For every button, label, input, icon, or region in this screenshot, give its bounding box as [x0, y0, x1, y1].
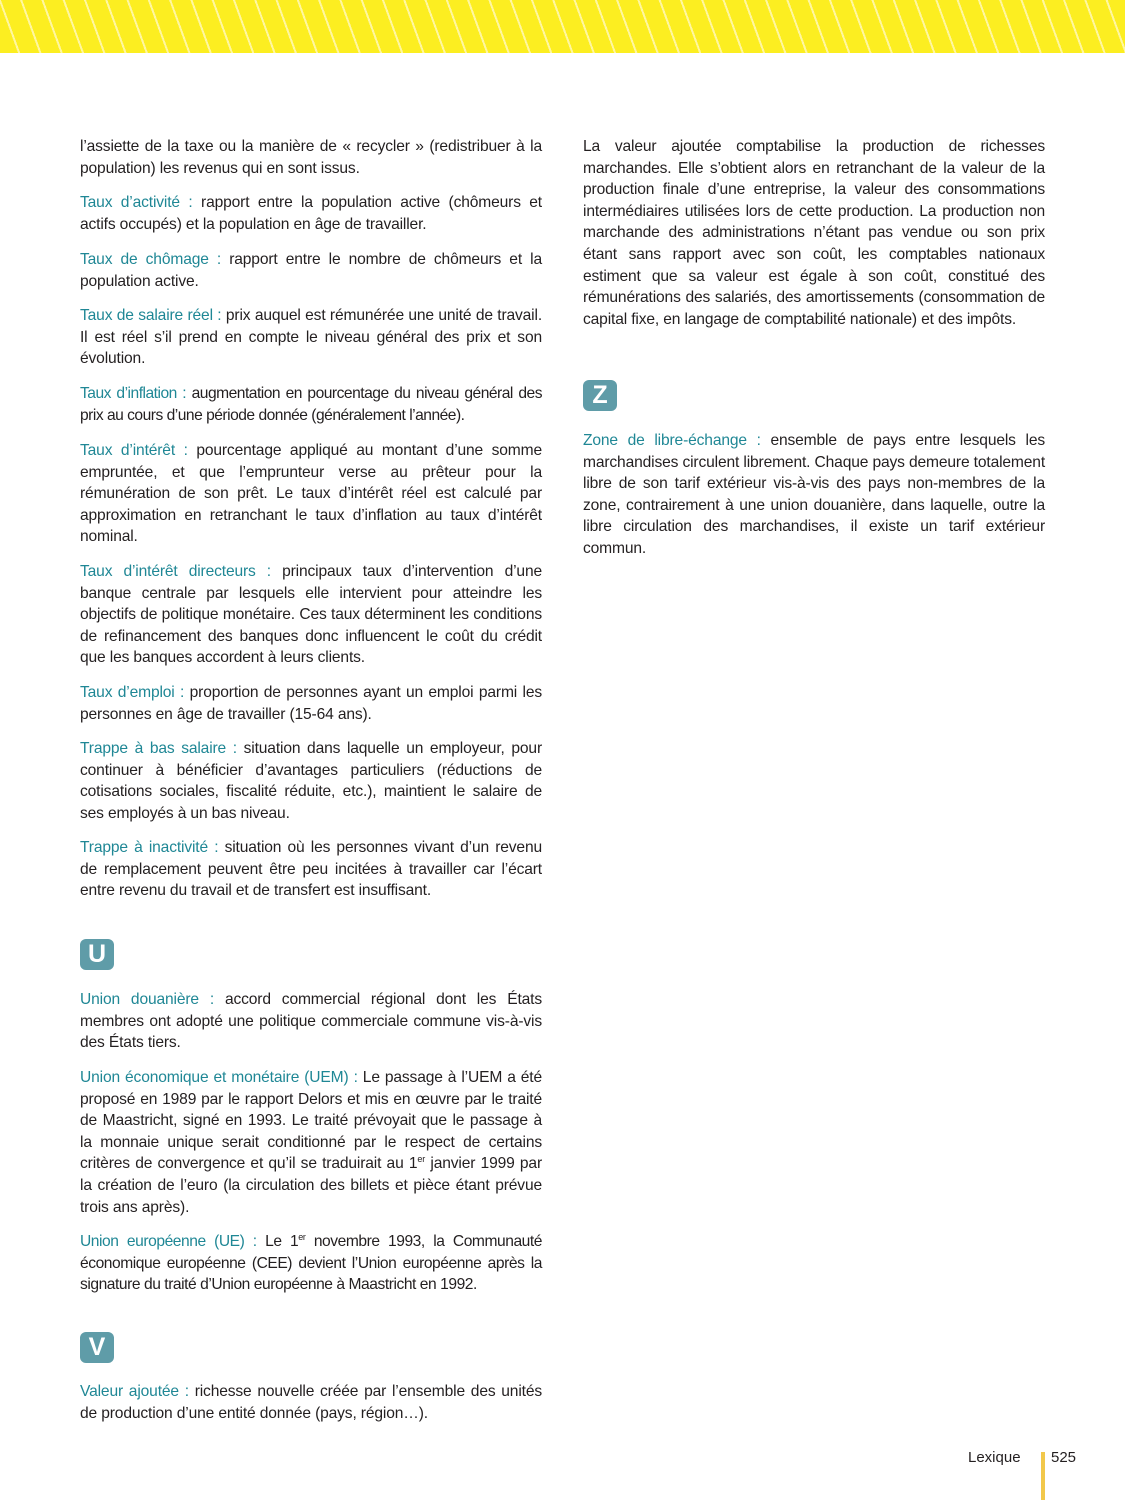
intro-continuation: l’assiette de la taxe ou la manière de « recycler » (redistribuer à la population) les revenus qui en sont issus.: [80, 138, 542, 177]
entry-uem: [80, 1067, 542, 1218]
term: Taux de chômage :: [80, 251, 222, 268]
term: Taux d’intérêt :: [80, 442, 188, 459]
definition: Le 1: [256, 1233, 299, 1250]
term: Valeur ajoutée :: [80, 1383, 189, 1400]
definition: ensemble de pays entre lesquels les marchandises circulent librement. Chaque pays demeure totalement libre de son tarif extérieur vis-à-vis des pays non-membres de la zone, contrairement à une union douanière, dans laquelle, outre la libre circulation des marchandises, il existe un tarif extérieur commun.: [583, 432, 1045, 557]
definition: accord commercial régional dont les États membres ont adopté une politique commerciale commune vis-à-vis des États tiers.: [80, 991, 543, 1052]
definition: janvier 1999 par la création de l’euro (la circulation des billets et pièce étant prévue trois ans après).: [80, 1155, 542, 1216]
definition: rapport entre la population active (chômeurs et actifs occupés) et la population en âge de travailler.: [80, 194, 542, 233]
term: Trappe à inactivité :: [80, 839, 219, 856]
superscript: er: [417, 1154, 426, 1165]
header-stripe-band: [0, 0, 1125, 53]
definition: situation dans laquelle un employeur, pour continuer à bénéficier d’avantages particuliers (réductions de cotisations sociales, fiscalité réduite, etc.), maintient le salaire de ses employés à un bas niveau.: [80, 740, 542, 822]
definition: situation où les personnes vivant d’un revenu de remplacement peuvent être peu incitées à travailler car l’écart entre revenu du travail et de transfert est insuffisant.: [80, 839, 542, 900]
entry-taux-chomage: [80, 249, 542, 292]
entry-zone-libre-echange: [583, 430, 1045, 560]
definition: pourcentage appliqué au montant d’une somme empruntée, et que l’emprunteur verse au prêteur pour la rémunération de son prêt. Le taux d’intérêt réel est calculé par approximation en retranchant le taux d’inflation au taux d’intérêt nominal.: [80, 442, 543, 546]
entry-valeur-ajoutee: [80, 1381, 542, 1424]
superscript: er: [298, 1231, 306, 1242]
term: Zone de libre-échange :: [583, 432, 761, 449]
term: Taux d’intérêt directeurs :: [80, 563, 271, 580]
letter-badge-z: Z: [583, 380, 617, 411]
term: Union douanière :: [80, 991, 215, 1008]
footer-divider: [1041, 1452, 1045, 1500]
entry-trappe-bas-salaire: [80, 738, 542, 824]
definition: principaux taux d’intervention d’une banque centrale par lesquels elle intervient pour atteindre les objectifs de politique monétaire. Ces taux déterminent les conditions de refinancement des banques donc influencent le coût du crédit que les banques accordent à leurs clients.: [80, 563, 542, 667]
term: Taux d’inflation :: [80, 385, 187, 402]
entry-taux-inflation: [80, 383, 542, 426]
entry-taux-activite: [80, 192, 542, 235]
definition: augmentation en pourcentage du niveau général des prix au cours d’une période donnée (généralement l’année).: [80, 385, 542, 424]
term: Taux d’emploi :: [80, 684, 185, 701]
definition: richesse nouvelle créée par l’ensemble des unités de production d’une entité donnée (pays, région…).: [80, 1383, 542, 1422]
entry-taux-interet: [80, 440, 542, 548]
entry-taux-directeurs: [80, 561, 542, 669]
term: Union économique et monétaire (UEM) :: [80, 1069, 358, 1086]
page-number: 525: [1051, 1449, 1077, 1466]
entry-union-douaniere: [80, 989, 542, 1054]
definition: Le passage à l’UEM a été proposé en 1989 par le rapport Delors et mis en œuvre par le traité de Maastricht, signé en 1993. Le traité prévoyait que le passage à la monnaie unique serait conditionné par le respect de certains critères de convergence et qu’il se traduirait au 1: [80, 1069, 542, 1173]
entry-taux-emploi: [80, 682, 542, 725]
definition: novembre 1993, la Communauté économique européenne (CEE) devient l’Union européenne après la signature du traité d’Union européenne à Maastricht en 1992.: [80, 1233, 543, 1294]
footer-section-label: Lexique: [968, 1449, 1021, 1466]
definition: proportion de personnes ayant un emploi parmi les personnes en âge de travailler (15-64 ans).: [80, 684, 542, 723]
valeur-ajoutee-continuation: La valeur ajoutée comptabilise la production de richesses marchandes. Elle s’obtient alors en retranchant de la valeur de la production finale d’une entreprise, la valeur des consommations intermédiaires utilisées lors de cette production. La production non marchande des administrations n’étant pas vendue ou son prix étant sans rapport avec son coût, les comptables nationaux estiment que sa valeur est égale à son coût, constitué des rémunérations des salariés, des amortissements (consommation de capital fixe, en langage de comptabilité nationale) et des impôts.: [583, 138, 1045, 328]
entry-taux-salaire-reel: [80, 305, 542, 370]
term: Taux de salaire réel :: [80, 307, 222, 324]
definition: prix auquel est rémunérée une unité de travail. Il est réel s’il prend en compte le niveau général des prix et son évolution.: [80, 307, 542, 368]
term: Taux d’activité :: [80, 194, 193, 211]
letter-badge-u: U: [80, 939, 114, 970]
letter-badge-v: V: [80, 1332, 114, 1363]
entry-trappe-inactivite: [80, 837, 542, 902]
definition: rapport entre le nombre de chômeurs et la population active.: [80, 251, 542, 290]
entry-union-europeenne: [80, 1231, 542, 1296]
term: Trappe à bas salaire :: [80, 740, 237, 757]
term: Union européenne (UE) :: [80, 1233, 257, 1250]
